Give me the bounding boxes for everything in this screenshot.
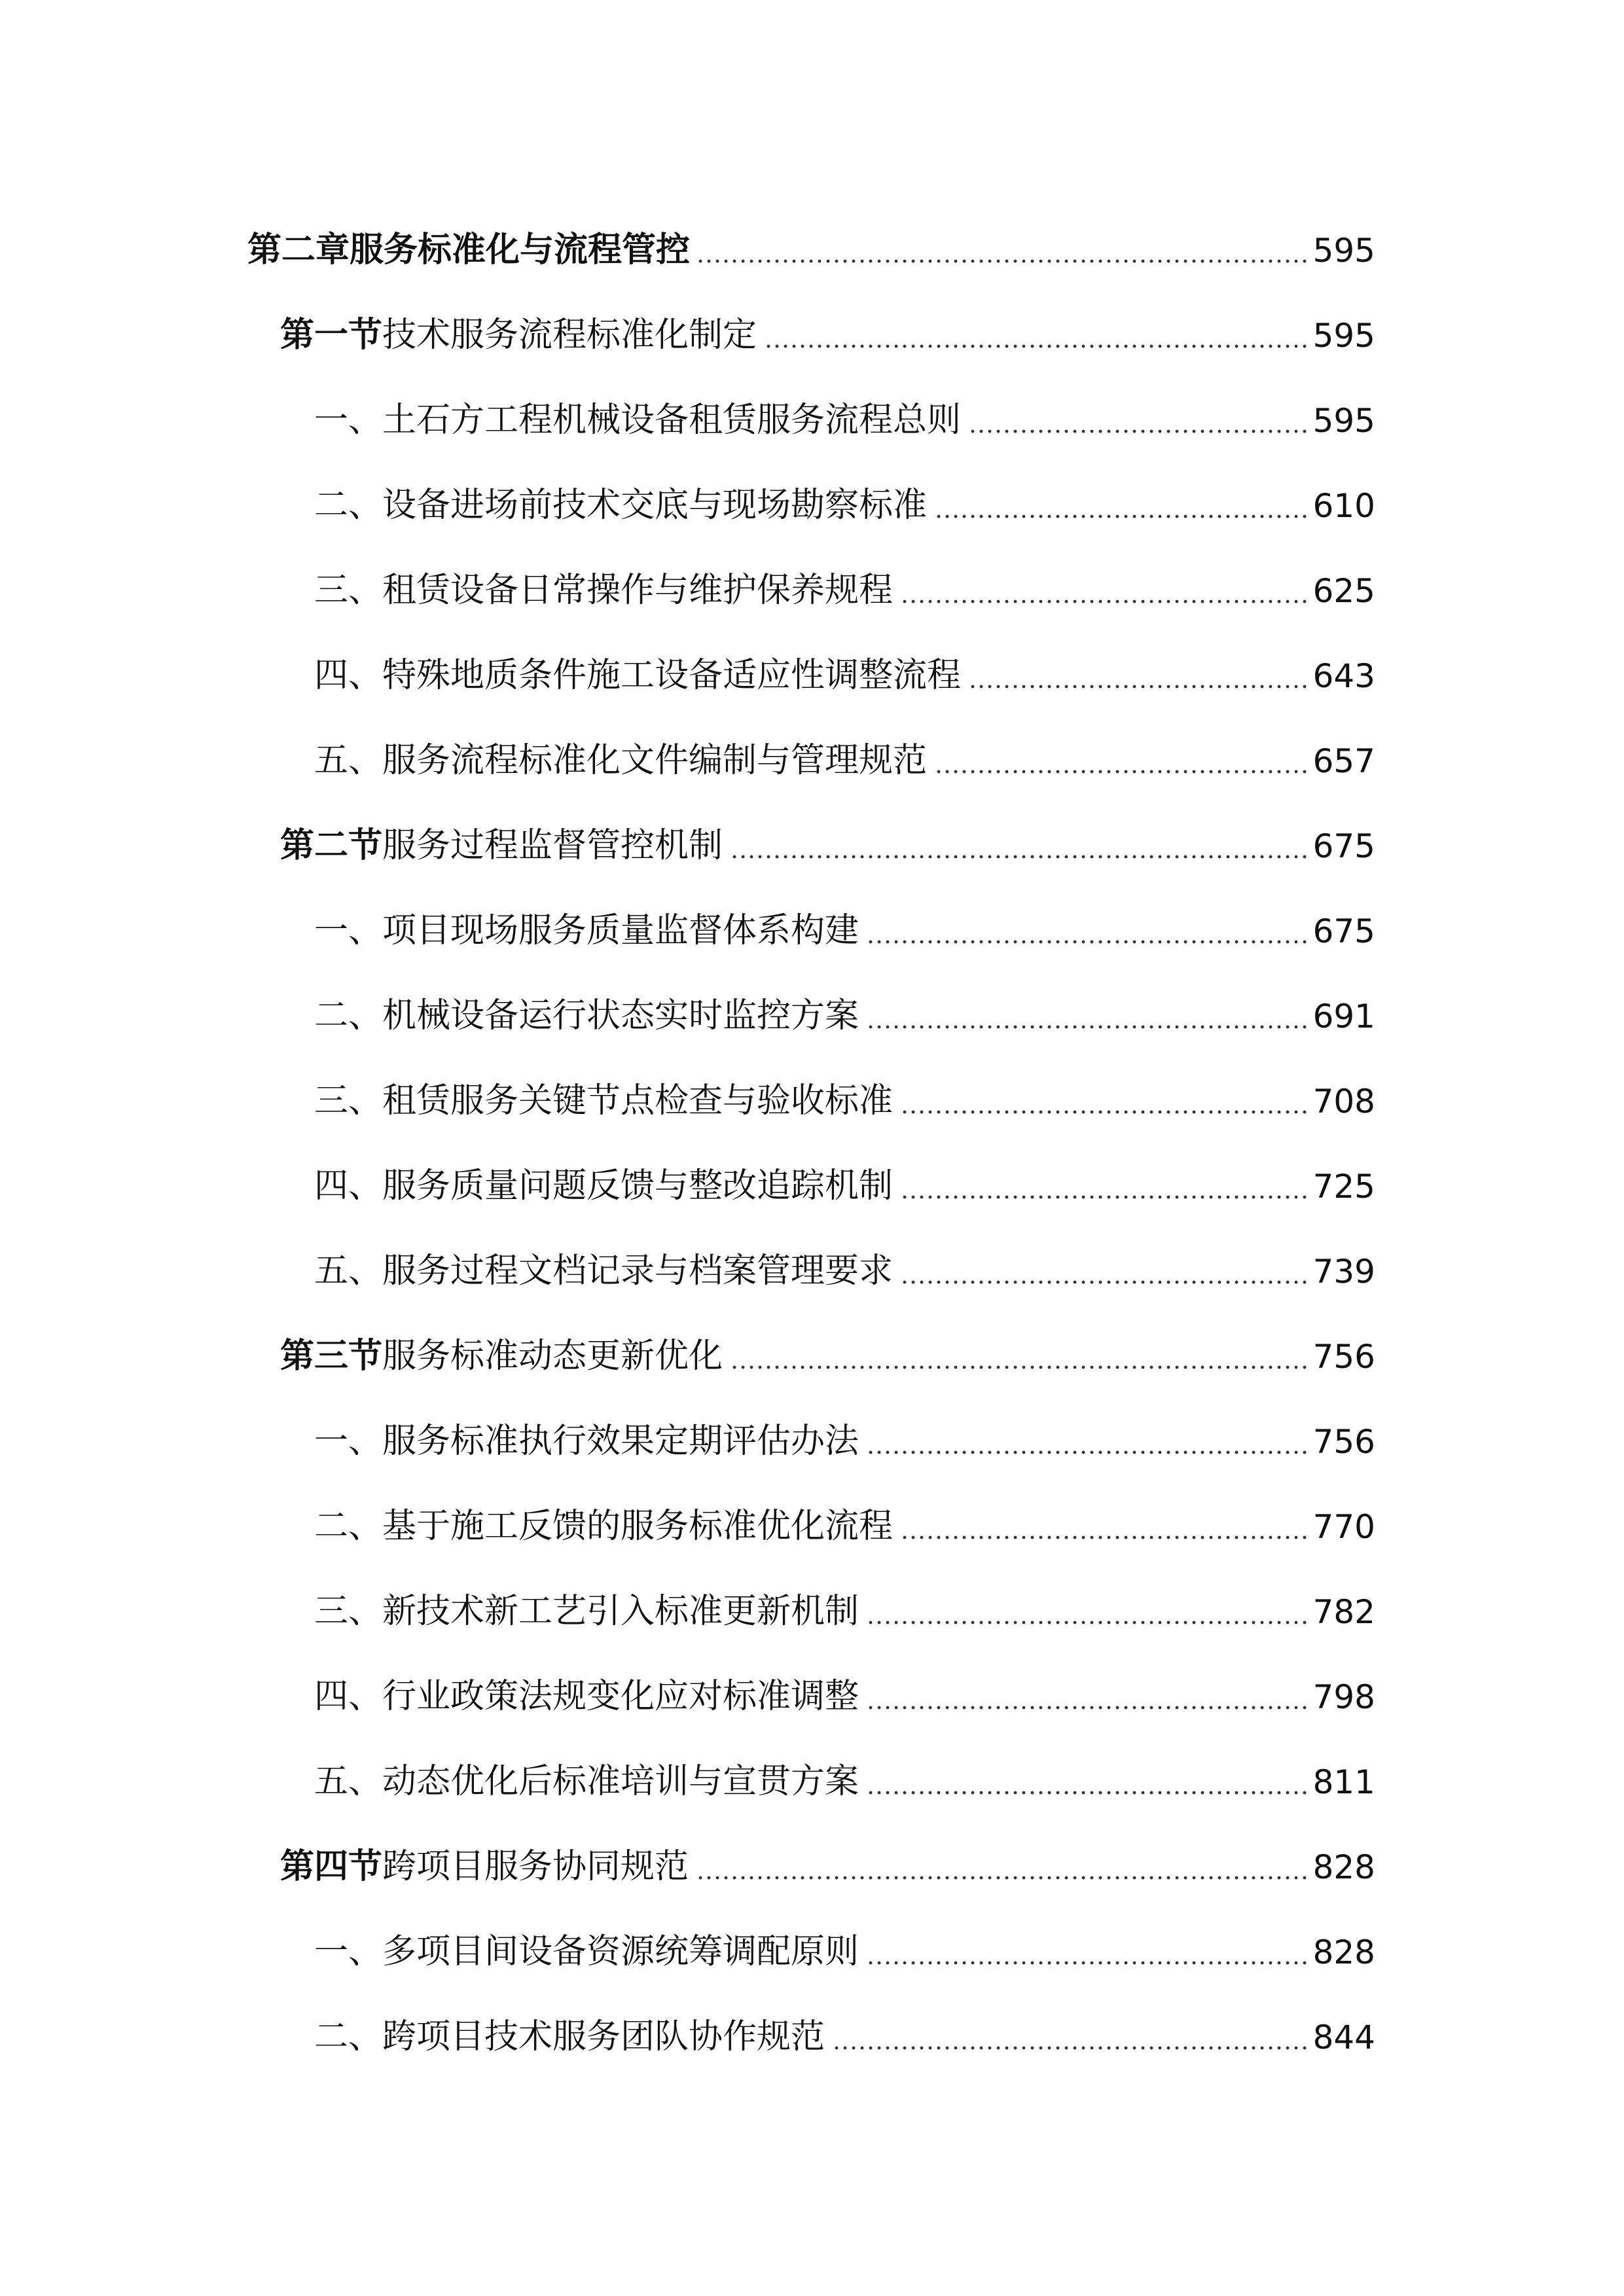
item-title: 特殊地质条件施工设备适应性调整流程	[382, 656, 962, 695]
item-title: 设备进场前技术交底与现场勘察标准	[382, 486, 928, 525]
item-number: 三、	[314, 1081, 383, 1121]
page-number: 595	[1312, 232, 1375, 270]
dot-leader	[694, 1876, 1309, 1880]
toc-item-entry[interactable]	[314, 378, 1375, 440]
dot-leader	[898, 1280, 1309, 1284]
toc-section-title-text	[280, 315, 762, 355]
dot-leader	[932, 514, 1309, 518]
toc-item-title-text	[314, 2017, 830, 2056]
toc-item-title-text	[314, 656, 966, 695]
dot-leader	[830, 2046, 1309, 2050]
item-number: 四、	[314, 656, 383, 695]
item-number: 五、	[314, 1251, 383, 1291]
page-number: 756	[1312, 1423, 1375, 1461]
item-number: 二、	[314, 2017, 383, 2056]
item-number: 二、	[314, 486, 383, 525]
section-title: 技术服务流程标准化制定	[382, 315, 757, 355]
item-title: 机械设备运行状态实时监控方案	[382, 996, 859, 1035]
item-title: 动态优化后标准培训与宣贯方案	[382, 1762, 859, 1801]
page-number: 643	[1312, 657, 1375, 695]
item-title: 项目现场服务质量监督体系构建	[382, 911, 859, 950]
toc-section-title-text	[280, 1336, 728, 1376]
section-label: 第三节	[280, 1336, 383, 1376]
toc-item-title-text	[314, 1251, 898, 1291]
item-number: 五、	[314, 1762, 383, 1801]
toc-section-entry[interactable]	[280, 1825, 1375, 1884]
page-number: 770	[1312, 1508, 1375, 1546]
toc-item-title-text	[314, 911, 864, 950]
toc-item-title-text	[314, 486, 932, 525]
page-number: 595	[1312, 317, 1375, 355]
dot-leader	[695, 259, 1309, 263]
toc-chapter-title-text	[247, 230, 695, 270]
item-title: 服务标准执行效果定期评估办法	[382, 1422, 859, 1461]
dot-leader	[898, 1535, 1309, 1539]
section-title: 服务过程监督管控机制	[382, 826, 723, 865]
dot-leader	[898, 1195, 1309, 1199]
page-number: 708	[1312, 1083, 1375, 1121]
item-number: 二、	[314, 1507, 383, 1546]
dot-leader	[864, 1025, 1309, 1029]
toc-item-entry[interactable]	[314, 1229, 1375, 1291]
page-number: 657	[1312, 742, 1375, 780]
toc-item-title-text	[314, 1081, 898, 1121]
page-number: 595	[1312, 402, 1375, 440]
page-number: 625	[1312, 572, 1375, 610]
toc-item-entry[interactable]	[314, 1655, 1375, 1716]
dot-leader	[864, 1621, 1309, 1624]
toc-chapter-entry[interactable]	[247, 208, 1375, 270]
dot-leader	[864, 940, 1309, 944]
section-label: 第一节	[280, 315, 383, 355]
chapter-label: 第二章	[247, 230, 350, 270]
toc-item-entry[interactable]	[314, 1484, 1375, 1546]
section-label: 第四节	[280, 1847, 383, 1886]
page-number: 675	[1312, 912, 1375, 950]
toc-item-entry[interactable]	[314, 463, 1375, 525]
toc-item-entry[interactable]	[314, 1144, 1375, 1206]
item-number: 一、	[314, 911, 383, 950]
toc-item-title-text	[314, 1592, 864, 1631]
item-title: 租赁设备日常操作与维护保养规程	[382, 571, 893, 610]
dot-leader	[864, 1961, 1309, 1965]
dot-leader	[864, 1791, 1309, 1795]
dot-leader	[728, 1365, 1309, 1369]
page-number: 798	[1312, 1678, 1375, 1716]
toc-item-entry[interactable]	[314, 1399, 1375, 1461]
toc-item-entry[interactable]	[314, 1059, 1375, 1121]
page-number: 691	[1312, 997, 1375, 1035]
dot-leader	[966, 429, 1309, 433]
toc-item-title-text	[314, 1932, 864, 1971]
toc-item-entry[interactable]	[314, 634, 1375, 695]
dot-leader	[864, 1706, 1309, 1710]
item-number: 一、	[314, 1932, 383, 1971]
item-title: 跨项目技术服务团队协作规范	[382, 2017, 825, 2056]
item-title: 服务流程标准化文件编制与管理规范	[382, 741, 928, 780]
page-number: 725	[1312, 1168, 1375, 1206]
toc-item-entry[interactable]	[314, 1995, 1375, 2054]
toc-item-entry[interactable]	[314, 974, 1375, 1033]
toc-section-entry[interactable]	[280, 1314, 1375, 1376]
toc-item-title-text	[314, 1166, 898, 1206]
page-number: 844	[1312, 2018, 1375, 2056]
item-title: 服务过程文档记录与档案管理要求	[382, 1251, 893, 1291]
page-number: 675	[1312, 827, 1375, 865]
item-title: 新技术新工艺引入标准更新机制	[382, 1592, 859, 1631]
section-title: 跨项目服务协同规范	[382, 1847, 689, 1886]
toc-item-title-text	[314, 741, 932, 780]
page-number: 828	[1312, 1933, 1375, 1971]
toc-item-title-text	[314, 571, 898, 610]
toc-item-entry[interactable]	[314, 548, 1375, 610]
toc-item-title-text	[314, 1677, 864, 1716]
dot-leader	[932, 770, 1309, 774]
dot-leader	[864, 1450, 1309, 1454]
toc-section-entry[interactable]	[280, 293, 1375, 355]
toc-item-entry[interactable]	[314, 1740, 1375, 1799]
item-title: 租赁服务关键节点检查与验收标准	[382, 1081, 893, 1121]
item-title: 土石方工程机械设备租赁服务流程总则	[382, 401, 962, 440]
item-number: 四、	[314, 1166, 383, 1206]
item-number: 二、	[314, 996, 383, 1035]
dot-leader	[966, 685, 1309, 689]
page-number: 828	[1312, 1848, 1375, 1886]
toc-item-entry[interactable]	[314, 1910, 1375, 1969]
toc-item-entry[interactable]	[314, 1570, 1375, 1631]
item-number: 一、	[314, 401, 383, 440]
dot-leader	[898, 1110, 1309, 1114]
item-title: 行业政策法规变化应对标准调整	[382, 1677, 859, 1716]
toc-item-title-text	[314, 1507, 898, 1546]
toc-section-entry[interactable]	[280, 804, 1375, 863]
page-number: 782	[1312, 1593, 1375, 1631]
item-number: 一、	[314, 1422, 383, 1461]
toc-item-title-text	[314, 996, 864, 1035]
toc-item-title-text	[314, 1422, 864, 1461]
toc-item-title-text	[314, 401, 966, 440]
item-title: 基于施工反馈的服务标准优化流程	[382, 1507, 893, 1546]
dot-leader	[898, 600, 1309, 603]
page-number: 811	[1312, 1763, 1375, 1801]
page-number: 610	[1312, 487, 1375, 525]
item-number: 四、	[314, 1677, 383, 1716]
page-number: 756	[1312, 1338, 1375, 1376]
toc-item-entry[interactable]	[314, 889, 1375, 948]
toc-section-title-text	[280, 1847, 694, 1886]
item-number: 五、	[314, 741, 383, 780]
item-title: 多项目间设备资源统筹调配原则	[382, 1932, 859, 1971]
dot-leader	[728, 855, 1309, 859]
dot-leader	[762, 344, 1309, 348]
chapter-title: 服务标准化与流程管控	[350, 230, 691, 270]
page-number: 739	[1312, 1253, 1375, 1291]
item-number: 三、	[314, 1592, 383, 1631]
section-label: 第二节	[280, 826, 383, 865]
section-title: 服务标准动态更新优化	[382, 1336, 723, 1376]
toc-item-title-text	[314, 1762, 864, 1801]
item-title: 服务质量问题反馈与整改追踪机制	[382, 1166, 893, 1206]
item-number: 三、	[314, 571, 383, 610]
toc-section-title-text	[280, 826, 728, 865]
toc-item-entry[interactable]	[314, 719, 1375, 778]
